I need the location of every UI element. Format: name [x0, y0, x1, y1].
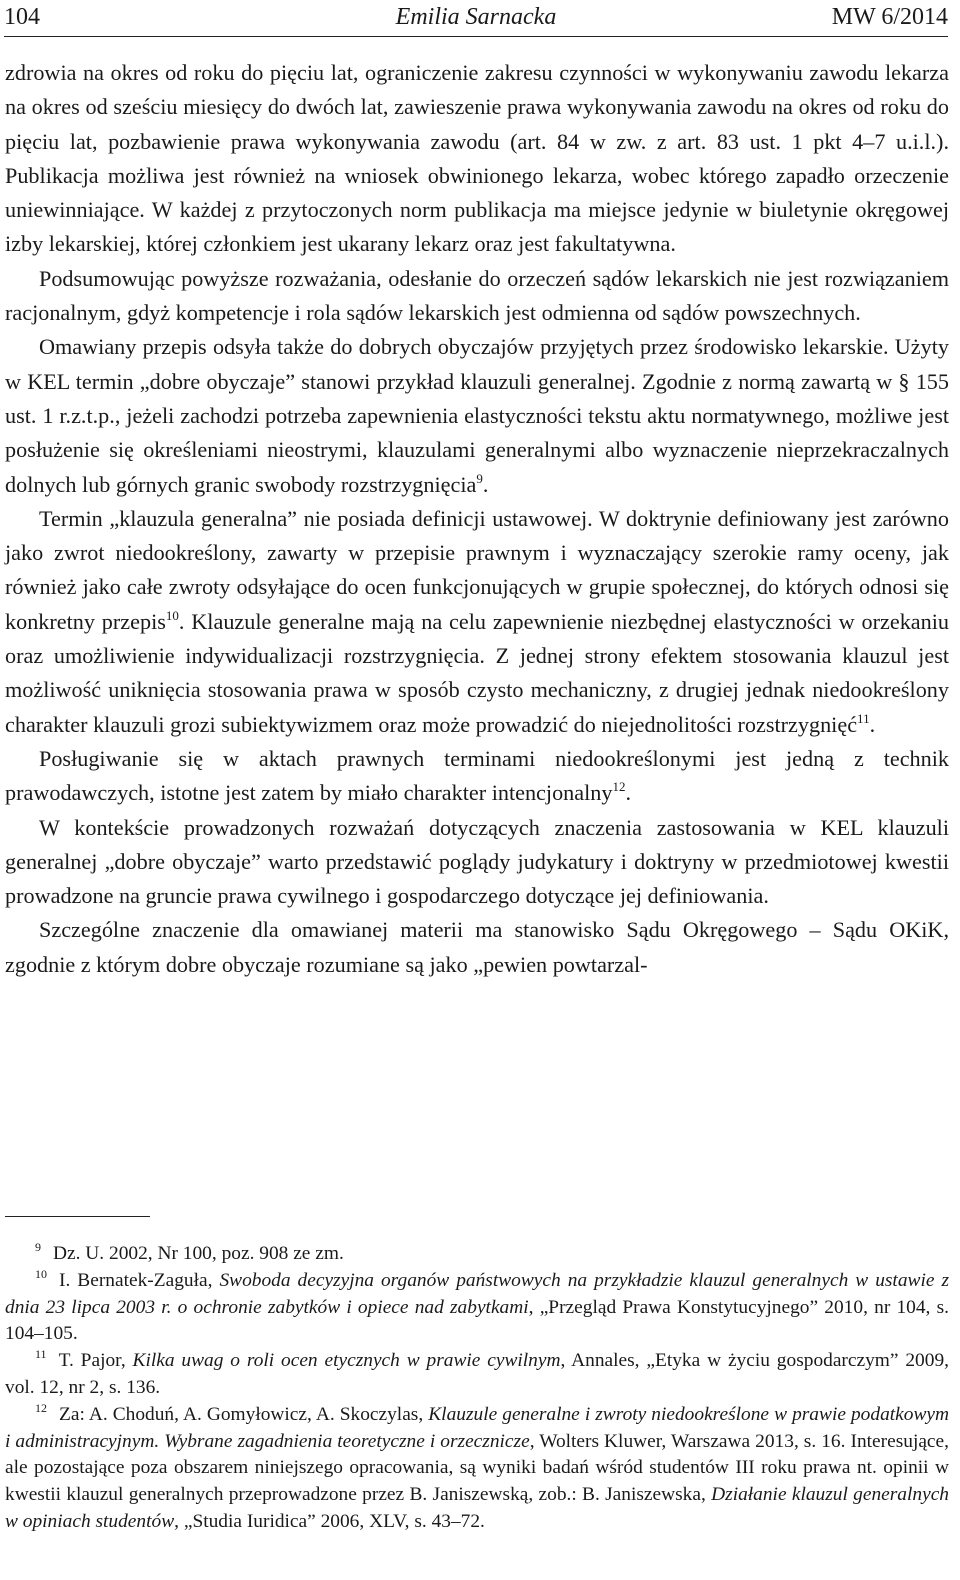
- footnote-text: , Annales, „Etyka w życiu gospodarczym” 2009, vol. 12, nr 2, s. 136.: [5, 1350, 949, 1398]
- paragraph-2: Podsumowując powyższe rozważania, odesłanie do orzeczeń sądów lekarskich nie jest rozwiązaniem racjonalnym, gdyż kompetencje i rola sądów lekarskich jest odmienna od sądów powszechnych.: [5, 265, 949, 326]
- paragraph-5: [5, 742, 949, 811]
- main-text: [5, 56, 949, 982]
- footnote-10: [5, 1268, 949, 1348]
- footnote-ref-11[interactable]: 11: [857, 710, 870, 726]
- cited-title: Działanie klauzul generalnych w opiniach studentów: [5, 1484, 949, 1532]
- footnote-separator: [5, 1216, 150, 1217]
- running-header: [4, 0, 948, 37]
- footnote-11: [5, 1348, 949, 1402]
- footnote-text: , „Przegląd Prawa Konstytucyjnego” 2010, nr 104, s. 104–105.: [5, 1296, 950, 1345]
- cited-title: Klauzule generalne i zwroty niedookreślone w prawie podatkowym i administracyjnym. Wybrane zagadnienia teoretyczne i orzecznicze: [5, 1403, 949, 1452]
- paragraph-4-end: .: [869, 711, 876, 737]
- footnote-text: Za: A. Choduń, A. Gomyłowicz, A. Skoczylas,: [59, 1403, 429, 1425]
- page-number: 104: [4, 4, 40, 30]
- cited-title: Kilka uwag o roli ocen etycznych w prawie cywilnym: [132, 1350, 561, 1372]
- footnote-text: , „Studia Iuridica” 2006, XLV, s. 43–72.: [174, 1510, 485, 1532]
- footnote-ref-9[interactable]: 9: [476, 470, 483, 486]
- paragraph-4: [5, 502, 949, 742]
- cited-title: Swoboda decyzyjna organów państwowych na przykładzie klauzul generalnych w ustawie z dnia 23 lipca 2003 r. o ochronie zabytków i opiece nad zabytkami: [5, 1269, 949, 1318]
- paragraph-6: W kontekście prowadzonych rozważań dotyczących znaczenia zastosowania w KEL klauzuli generalnej „dobre obyczaje” warto przedstawić poglądy judykatury i doktryny w przedmiotowej kwestii prowadzone na gruncie prawa cywilnego i gospodarczego dotyczące jej definiowania.: [5, 814, 949, 909]
- paragraph-3: [5, 330, 949, 501]
- paragraph-1: zdrowia na okres od roku do pięciu lat, ograniczenie zakresu czynności w wykonywaniu zawodu lekarza na okres od sześciu miesięcy do dwóch lat, zawieszenie prawa wykonywania zawodu na okres od roku do pięciu lat, pozbawienie prawa wykonywania zawodu (art. 84 w zw. z art. 83 ust. 1 pkt 4–7 u.i.l.). Publikacja możliwa jest również na wniosek obwinionego lekarza, wobec którego zapadło orzeczenie uniewinniające. W każdej z przytoczonych norm publikacja ma miejsce jedynie w biuletynie okręgowej izby lekarskiej, której członkiem jest ukarany lekarz oraz jest fakultatywna.: [5, 60, 949, 257]
- footnote-ref-10[interactable]: 10: [165, 607, 179, 623]
- footnote-number: 10: [35, 1266, 47, 1281]
- footnote-number: 12: [35, 1400, 47, 1415]
- running-author: Emilia Sarnacka: [395, 4, 557, 30]
- paragraph-3-end: .: [482, 471, 489, 497]
- footnote-number: 11: [35, 1347, 47, 1362]
- paragraph-5-text: Posługiwanie się w aktach prawnych terminami niedookreślonymi jest jedną z technik prawodawczych, istotne jest zatem by miało charakter intencjonalny: [5, 745, 949, 806]
- footnote-text: Dz. U. 2002, Nr 100, poz. 908 ze zm.: [53, 1243, 344, 1264]
- footnote-ref-12[interactable]: 12: [612, 779, 626, 795]
- paragraph-5-end: .: [625, 780, 632, 806]
- footnote-text: I. Bernatek-Zaguła,: [59, 1269, 220, 1291]
- footnote-text: T. Pajor,: [58, 1350, 133, 1372]
- footnotes: [5, 1241, 949, 1536]
- footnote-9: [5, 1241, 949, 1268]
- paragraph-4-text-b: . Klauzule generalne mają na celu zapewnienie niezbędnej elastyczności w orzekaniu oraz umożliwienie indywidualizacji rozstrzygnięcia. Z jednej strony efektem stosowania klauzul jest możliwość uniknięcia stosowania prawa w sposób czysto mechaniczny, z drugiej jednak niedookreślony charakter klauzuli grozi subiektywizmem oraz może prowadzić do niejednolitości rozstrzygnięć: [5, 608, 949, 737]
- footnote-text: , Wolters Kluwer, Warszawa 2013, s. 16. Interesujące, ale pozostające poza obszarem niniejszego opracowania, są wyniki badań wśród studentów III roku prawa nt. opinii w kwestii klauzul generalnych przeprowadzone przez B. Janiszewską, zob.: B. Janiszewska,: [5, 1430, 949, 1506]
- paragraph-3-text: Omawiany przepis odsyła także do dobrych obyczajów przyjętych przez środowisko lekarskie. Użyty w KEL termin „dobre obyczaje” stanowi przykład klauzuli generalnej. Zgodnie z normą zawartą w § 155 ust. 1 r.z.t.p., jeżeli zachodzi potrzeba zapewnienia elastyczności tekstu aktu normatywnego, możliwe jest posłużenie się określeniami nieostrymi, klauzulami generalnymi albo wyznaczenie nieprzekraczalnych dolnych lub górnych granic swobody rozstrzygnięcia: [5, 334, 949, 497]
- paragraph-4-text-a: Termin „klauzula generalna” nie posiada definicji ustawowej. W doktrynie definiowany jest zarówno jako zwrot niedookreślony, zawarty w przepisie prawnym i wyznaczający szerokie ramy oceny, jak również jako całe zwroty odsyłające do ocen funkcjonujących w grupie społecznej, do których odnosi się konkretny przepis: [5, 505, 949, 634]
- journal-issue: MW 6/2014: [831, 4, 948, 30]
- footnote-12: [5, 1402, 949, 1536]
- paragraph-7: Szczególne znaczenie dla omawianej materii ma stanowisko Sądu Okręgowego – Sądu OKiK, zgodnie z którym dobre obyczaje rozumiane są jako „pewien powtarzal-: [5, 917, 949, 977]
- footnote-number: 9: [35, 1240, 41, 1254]
